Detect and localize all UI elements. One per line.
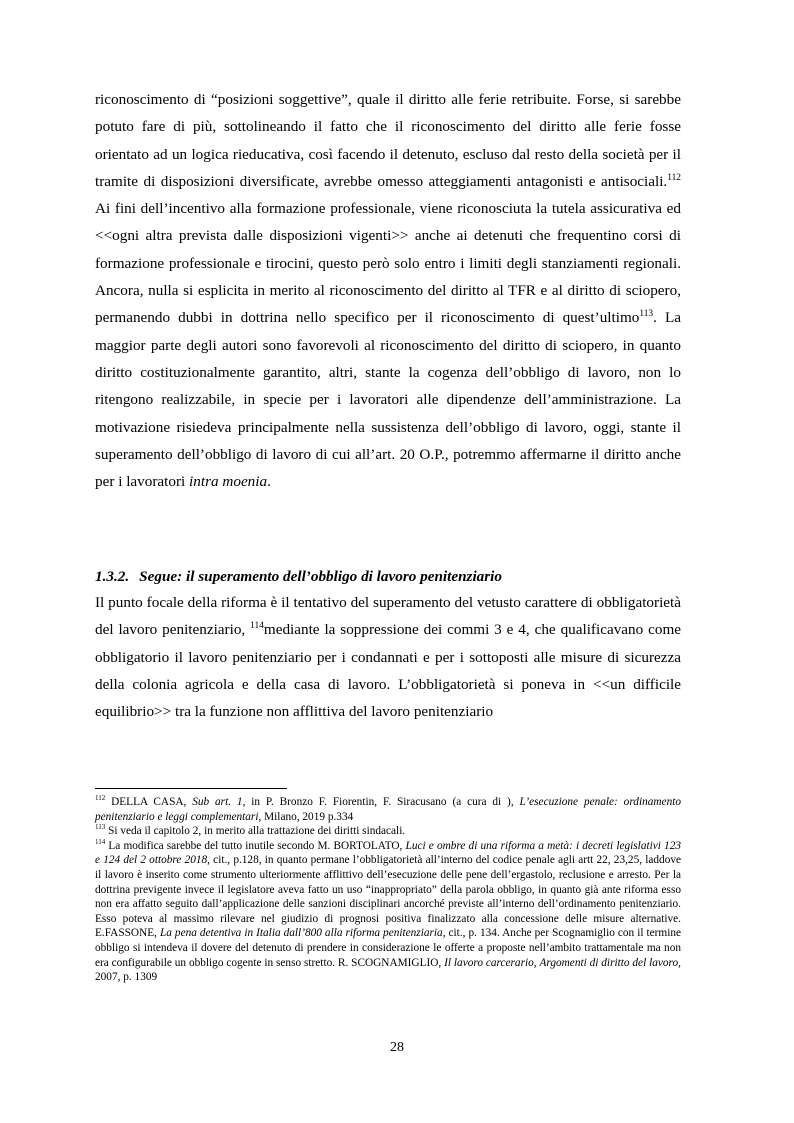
footnote-text: , 2007, p. 1309: [95, 956, 681, 984]
footnote-113: [95, 824, 681, 839]
footnote-number: 112: [95, 794, 106, 803]
footnote-italic: Luci e ombre di una riforma a metà: i decreti legislativi 123 e 124 del 2 ottobre 2018: [95, 839, 681, 867]
footnote-text: ,: [533, 956, 540, 969]
footnotes: [95, 795, 681, 985]
footnote-ref-114[interactable]: 114: [250, 621, 264, 632]
body-paragraph-2: [95, 589, 681, 725]
section-title: Segue: il superamento dell’obbligo di lavoro penitenziario: [139, 568, 502, 585]
footnote-italic: L’esecuzione penale: ordinamento penitenziario e leggi complementari: [95, 796, 682, 823]
section-heading: [95, 563, 681, 590]
footnote-text: , cit., p. 134. Anche per Scognamiglio con il termine obbligo si intendeva il dovere del detenuto di prendere in considerazione le offerte a proposte nell’ambito trattamentale ma non era configurabile un obbligo cogente in senso stretto. R. SCOGNAMIGLIO,: [95, 927, 682, 969]
paragraph-text: Ai fini dell’incentivo alla formazione professionale, viene riconosciuta la tutela assicurativa ed <<ogni altra prevista dalle disposizioni vigenti>> anche ai detenuti che frequentino corsi di formazione professionale e tirocini, questo però solo entro i limiti degli stanziamenti regionali. Ancora, nulla si esplicita in merito al riconoscimento del diritto al TFR e al diritto di sciopero, permanendo dubbi in dottrina nello specifico per il riconoscimento di quest’ultimo: [95, 200, 681, 327]
footnote-number: 113: [95, 823, 106, 832]
footnote-separator: [95, 788, 287, 789]
footnote-italic: Sub art. 1: [192, 796, 243, 808]
footnote-ref-112[interactable]: 112: [667, 172, 681, 183]
footnote-text: , Milano, 2019 p.334: [258, 810, 354, 823]
footnote-number: 114: [95, 838, 106, 847]
paragraph-text: .: [267, 473, 271, 491]
paragraph-text: riconoscimento di “posizioni soggettive”, quale il diritto alle ferie retribuite. Forse, si sarebbe potuto fare di più, sottolineando il fatto che il riconoscimento del diritto alle ferie fosse orientato ad un logica rieducativa, così facendo il detenuto, escluso dal resto della società per il tramite di disposizioni diversificate, avrebbe omesso atteggiamenti antagonisti e antisociali.: [95, 91, 681, 190]
paragraph-text: Il punto focale della riforma è il tentativo del superamento del vetusto carattere di obbligatorietà del lavoro penitenziario,: [95, 594, 681, 639]
paragraph-text: mediante la soppressione dei commi 3 e 4, che qualificavano come obbligatorio il lavoro penitenziario per i condannati e per i sottoposti alle misure di sicurezza della colonia agricola e della casa di lavoro. L’obbligatorietà si poneva in <<un difficile equilibrio>> tra la funzione non afflittiva del lavoro penitenziario: [95, 621, 682, 721]
footnote-text: , in P. Bronzo F. Fiorentin, F. Siracusano (a cura di ),: [242, 796, 520, 808]
paragraph-text: . La maggior parte degli autori sono favorevoli al riconoscimento del diritto di sciopero, in quanto diritto costituzionalmente garantito, altri, stante la cogenza dell’obbligo di lavoro, non lo ritengono realizzabile, in specie per i lavoratori alle dipendenze dell’amministrazione. La motivazione risiedeva principalmente nella sussistenza dell’obbligo di lavoro, oggi, stante il superamento dell’obbligo di lavoro di cui all’art. 20 O.P., potremmo affermarne il diritto anche per i lavoratori: [95, 309, 681, 491]
italic-term: intra moenia: [189, 473, 268, 491]
page-number: 28: [390, 1040, 404, 1055]
footnote-text: DELLA CASA,: [105, 796, 193, 808]
footnote-text: Si veda il capitolo 2, in merito alla trattazione dei diritti sindacali.: [105, 825, 406, 838]
footnote-italic: Il lavoro carcerario: [444, 956, 534, 969]
footnote-114: [95, 839, 681, 985]
footnote-112: [95, 795, 681, 824]
section-number: 1.3.2.: [95, 568, 130, 585]
body-paragraph-1: [95, 86, 681, 495]
footnote-italic: La pena detentiva in Italia dall’800 alla riforma penitenziaria: [159, 927, 443, 940]
footnote-italic: Argomenti di diritto del lavoro: [539, 956, 679, 969]
footnote-text: , cit., p.128, in quanto permane l’obbligatorietà all’interno del codice penale agli artt 22, 23,25, laddove il lavoro è inserito come strumento ulteriormente afflittivo dell’esecuzione delle pene dell’ergastolo, reclusione e arresto. Per la dottrina previgente invece il legislatore aveva fatto un uso “inappropriato” della parola obbligo, in quanto già ante riforma esso non era affatto seguito dall’applicazione delle sanzioni disciplinari ancorché previste all’interno dell’ordinamento penitenziario. Esso poteva al massimo rilevare nel giudizio di prognosi positiva finalizzato alla concessione delle misure alternative. E.FASSONE,: [95, 854, 682, 940]
footnote-ref-113[interactable]: 113: [639, 309, 654, 320]
footnote-text: La modifica sarebbe del tutto inutile secondo M. BORTOLATO,: [105, 839, 406, 852]
